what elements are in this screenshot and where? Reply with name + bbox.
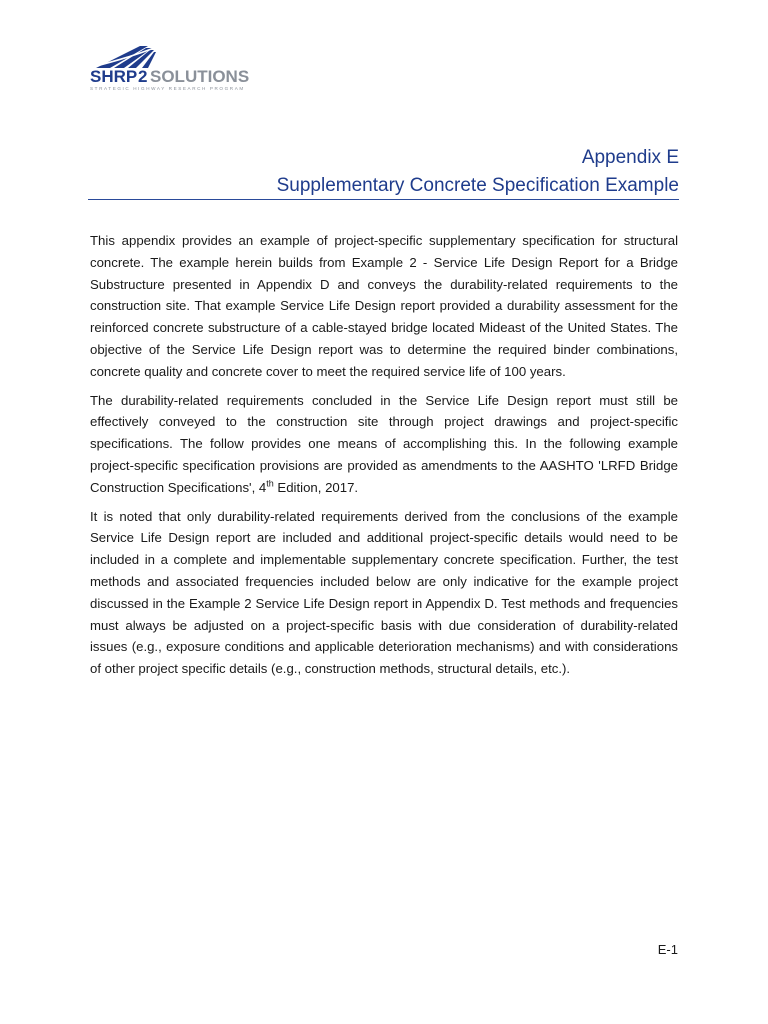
appendix-title: Appendix E <box>581 147 679 168</box>
paragraph-2-end: Edition, 2017. <box>273 479 359 495</box>
body-text <box>90 230 678 687</box>
appendix-heading <box>88 144 679 200</box>
logo-wordmark-solutions: SOLUTIONS <box>150 67 250 86</box>
logo-tagline: STRATEGIC HIGHWAY RESEARCH PROGRAM <box>90 86 245 91</box>
heading-divider <box>88 199 679 200</box>
paragraph-2-text: The durability-related requirements concluded in the Service Life Design report must still be effectively conveyed to the construction site through project drawings and project-specific specifications. The follow provides one means of accomplishing this. In the following example project-specific specification provisions are provided as amendments to the AASHTO 'LRFD Bridge Construction Specifications', 4 <box>90 392 678 495</box>
road-swoosh-icon <box>92 46 156 68</box>
paragraph-1: This appendix provides an example of project-specific supplementary specification for structural concrete. The example herein builds from Example 2 - Service Life Design Report for a Bridge Substructure presented in Appendix D and conveys the durability-related requirements to the construction site. That example Service Life Design report provided a durability assessment for the reinforced concrete substructure of a cable-stayed bridge located Mideast of the United States. The objective of the Service Life Design report was to determine the required binder combinations, concrete quality and concrete cover to meet the required service life of 100 years. <box>90 233 678 379</box>
logo-wordmark-num: 2 <box>138 67 148 86</box>
page-number: E-1 <box>657 942 678 957</box>
superscript-th: th <box>266 478 274 489</box>
paragraph-2 <box>90 390 678 499</box>
appendix-subtitle: Supplementary Concrete Specification Example <box>276 175 679 196</box>
paragraph-3: It is noted that only durability-related requirements derived from the conclusions of the example Service Life Design report are included and additional project-specific details would need to be included in a complete and implementable supplementary concrete specification. Further, the test methods and associated frequencies included below are only indicative for the example project discussed in the Example 2 Service Life Design report in Appendix D. Test methods and frequencies must always be adjusted on a project-specific basis with due consideration of durability-related issues (e.g., exposure conditions and applicable deterioration mechanisms) and with considerations of other project specific details (e.g., construction methods, structural details, etc.). <box>90 508 678 677</box>
shrp2-solutions-logo <box>88 40 274 92</box>
logo-wordmark-shrp: SHRP <box>90 67 138 86</box>
